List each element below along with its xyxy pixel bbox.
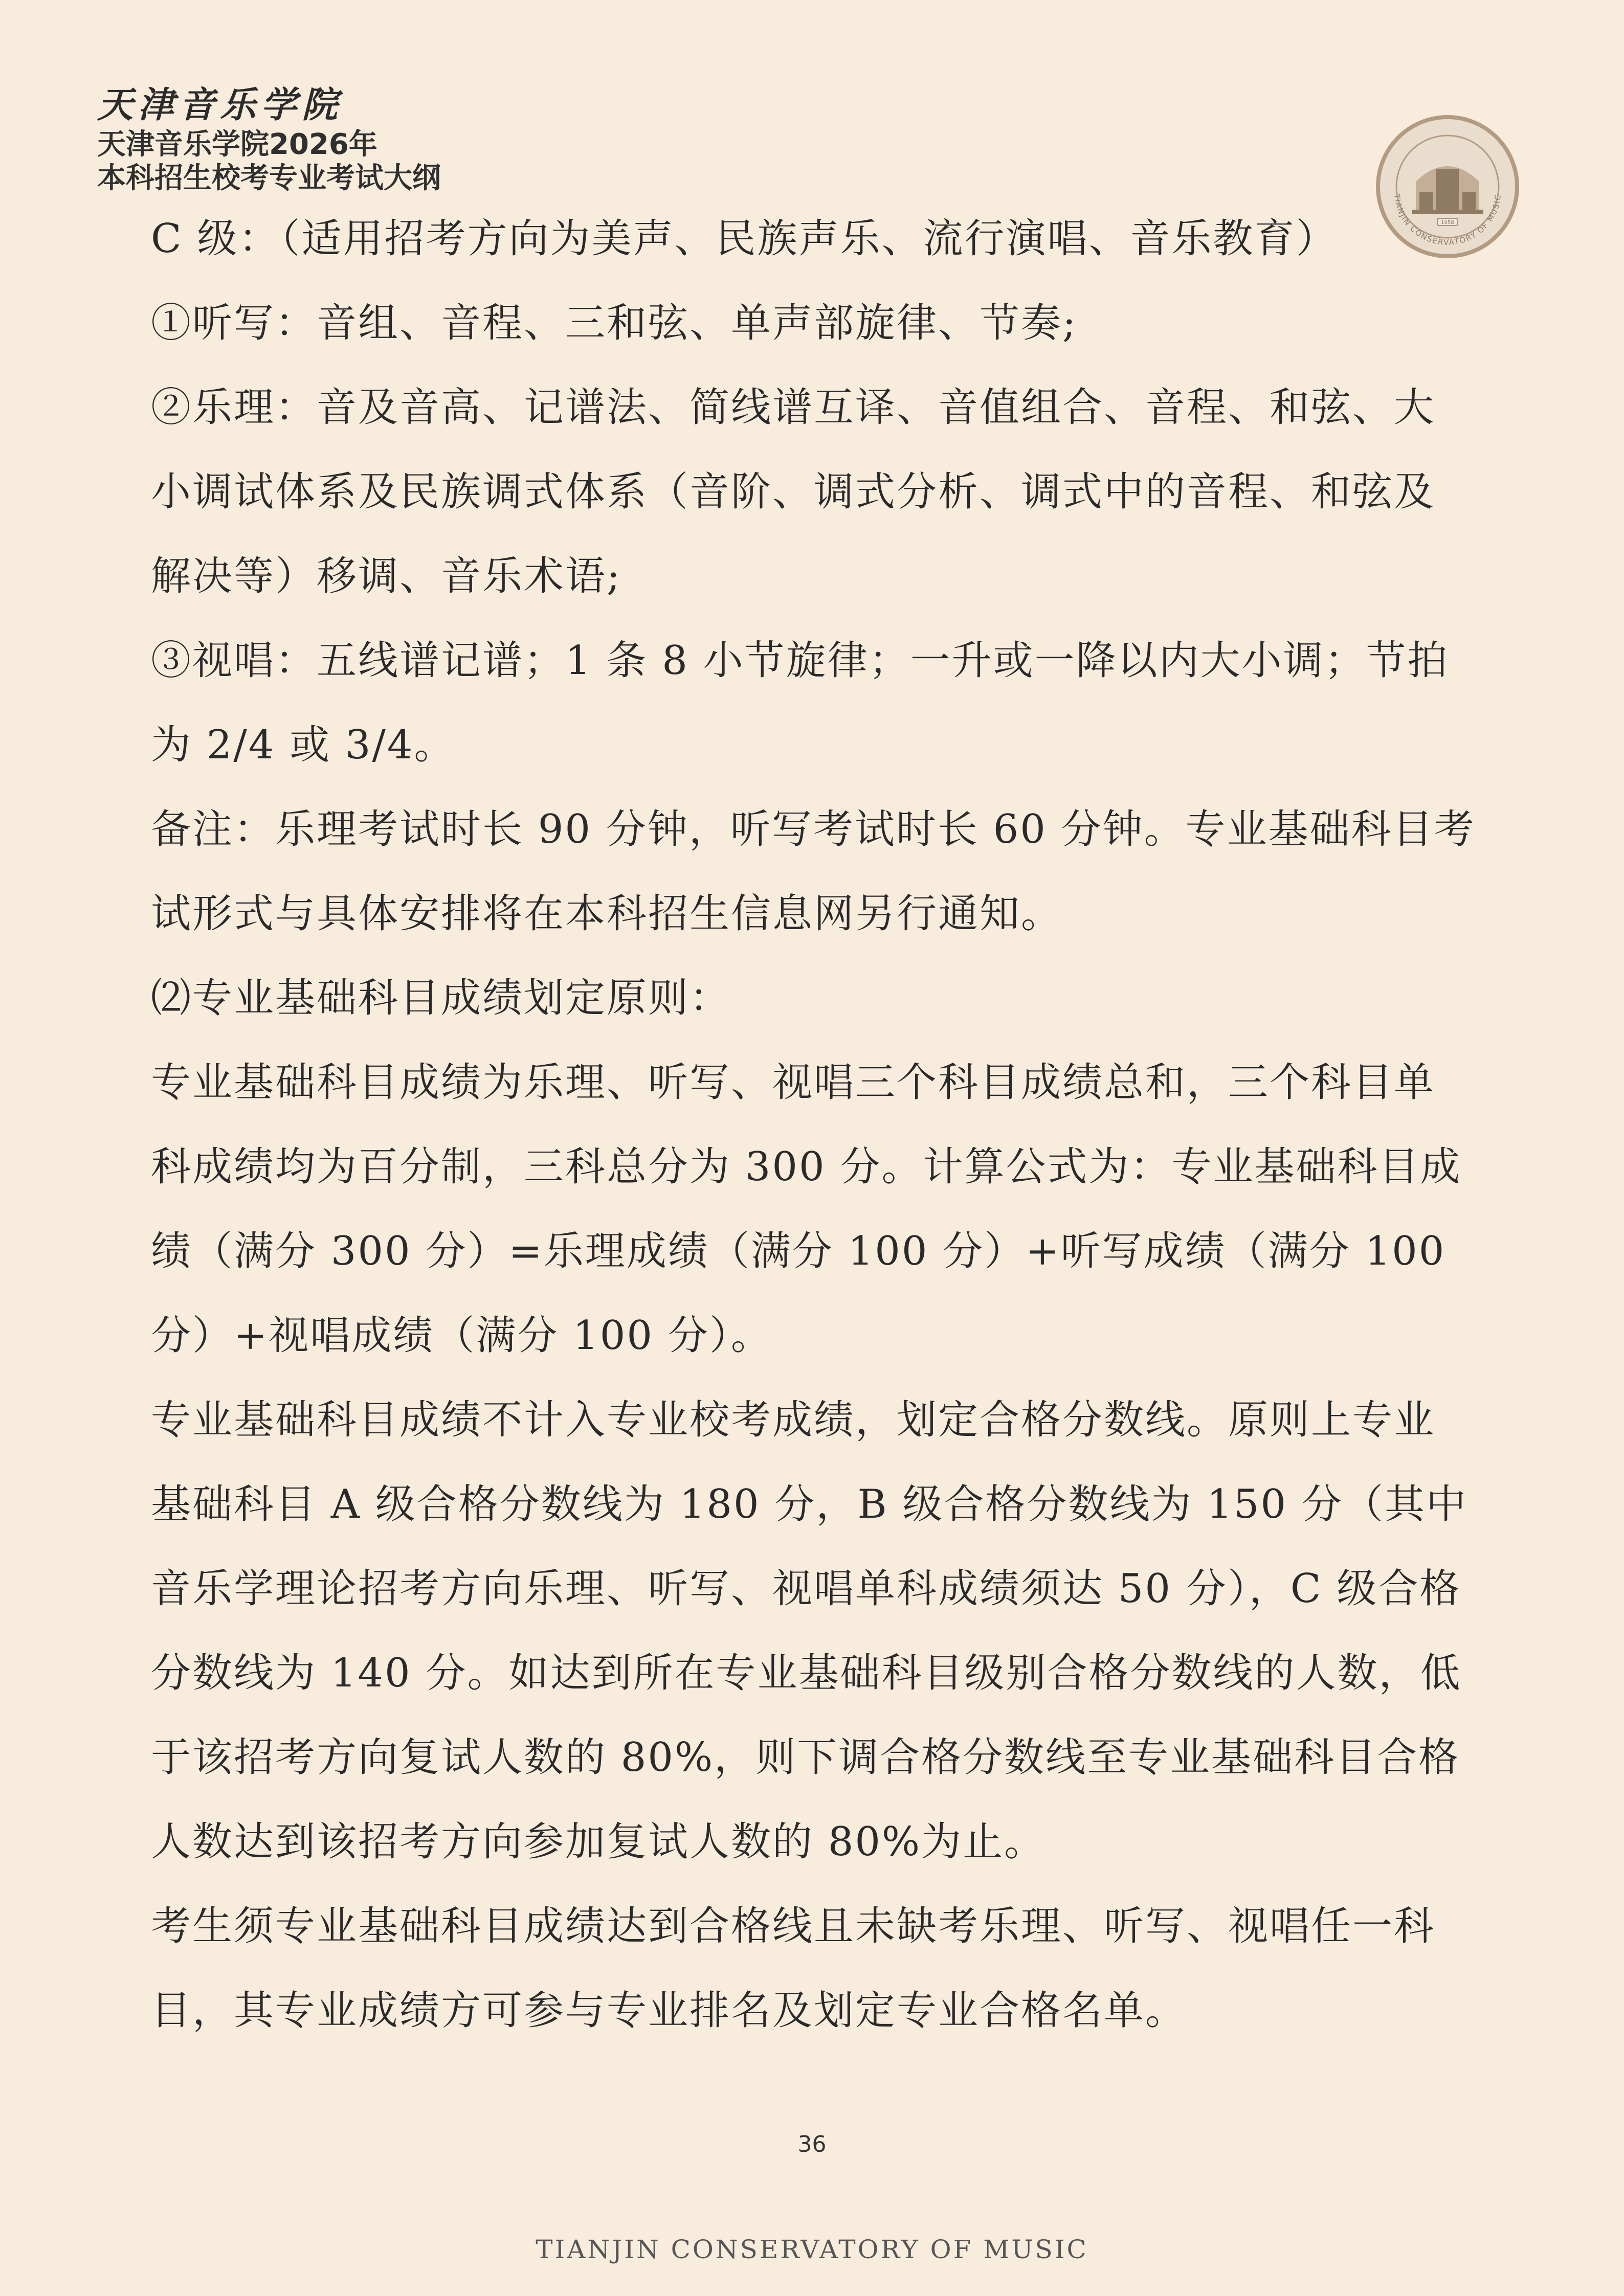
document-body — [151, 197, 1476, 2053]
paragraph-music-theory: ②乐理：音及音高、记谱法、简线谱互译、音值组合、音程、和弦、大小调试体系及民族调式体系（音阶、调式分析、调式中的音程、和弦及解决等）移调、音乐术语; — [151, 385, 1436, 599]
page-number: 36 — [797, 2131, 827, 2157]
paragraph-sight-singing: ③视唱：五线谱记谱；1 条 8 小节旋律；一升或一降以内大小调；节拍为 2/4 或 3/4。 — [151, 638, 1449, 768]
paragraph-ranking-eligibility: 考生须专业基础科目成绩达到合格线且未缺考乐理、听写、视唱任一科目，其专业成绩方可参与专业排名及划定专业合格名单。 — [151, 1903, 1436, 2034]
institution-logo-text: 天津音乐学院 — [97, 83, 343, 126]
seal-year: 1958 — [1441, 220, 1454, 226]
document-header — [97, 83, 441, 195]
paragraph-remarks: 备注：乐理考试时长 90 分钟，听写考试时长 60 分钟。专业基础科目考试形式与具体安排将在本科招生信息网另行通知。 — [151, 806, 1476, 937]
header-title-line1: 天津音乐学院2026年 — [97, 128, 377, 161]
section-heading-score-principles: ⑵专业基础科目成绩划定原则： — [151, 975, 731, 1021]
paragraph-passing-line: 专业基础科目成绩不计入专业校考成绩，划定合格分数线。原则上专业基础科目 A 级合格分数线为 180 分，B 级合格分数线为 150 分（其中音乐学理论招考方向乐理、听写、视唱单科成绩须达 50 分），C 级合格分数线为 140 分。如达到所在专业基础科目级别合格分数线的人数，低于该招考方向复试人数的 80%，则下调合格分数线至专业基础科目合格人数达到该招考方向参加复试人数的 80%为止。 — [151, 1397, 1467, 1865]
paragraph-dictation: ①听写：音组、音程、三和弦、单声部旋律、节奏; — [151, 300, 1078, 346]
seal-inner-text: TIANJIN CONSERVATORY OF MUSIC — [1392, 193, 1503, 247]
header-title-line2: 本科招生校考专业考试大纲 — [97, 162, 441, 195]
paragraph-score-calculation: 专业基础科目成绩为乐理、听写、视唱三个科目成绩总和，三个科目单科成绩均为百分制，三科总分为 300 分。计算公式为：专业基础科目成绩（满分 300 分）=乐理成绩（满分 100 分）+听写成绩（满分 100 分）+视唱成绩（满分 100 分）。 — [151, 1060, 1462, 1359]
page-footer: TIANJIN CONSERVATORY OF MUSIC — [536, 2235, 1088, 2264]
paragraph-c-level: C 级：（适用招考方向为美声、民族声乐、流行演唱、音乐教育） — [151, 216, 1338, 262]
